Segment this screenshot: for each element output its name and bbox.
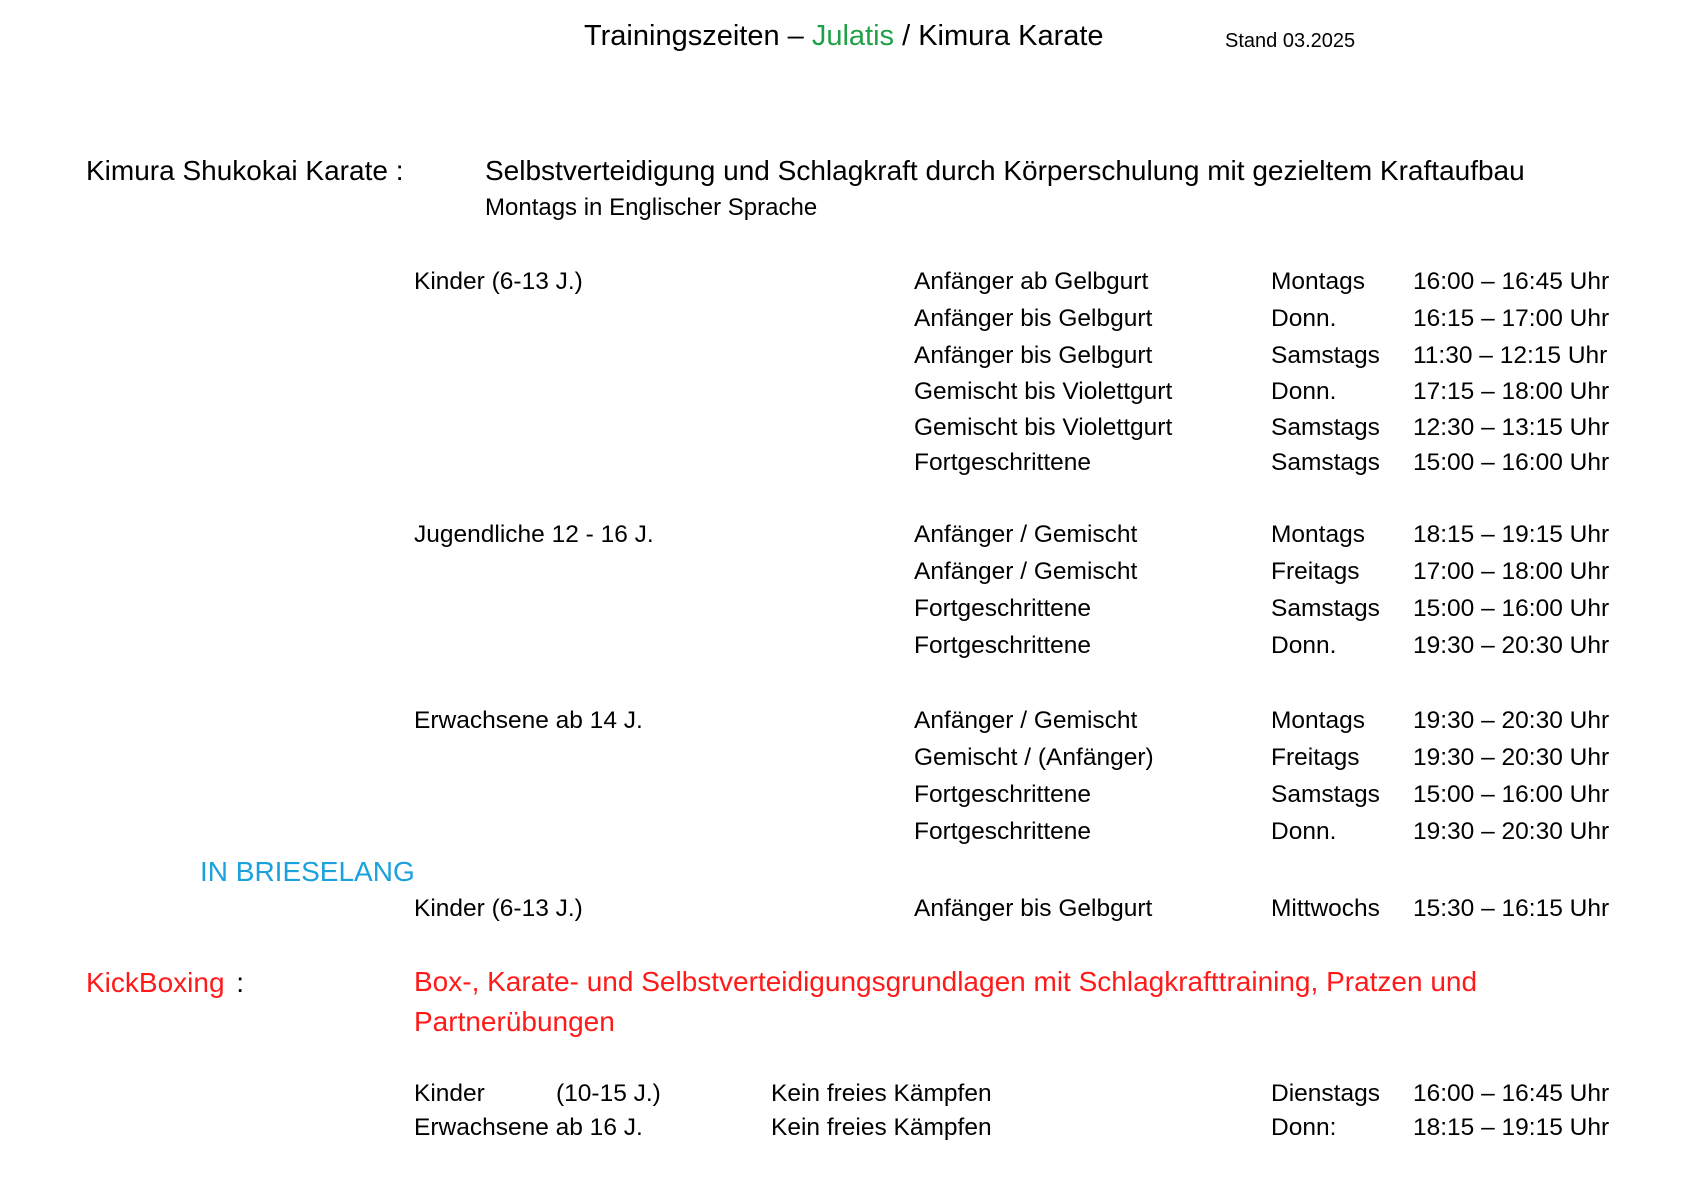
- session-day: Donn.: [1271, 378, 1337, 405]
- session-day: Samstags: [1271, 342, 1380, 369]
- brieselang-label: IN BRIESELANG: [200, 856, 415, 887]
- session-level: Fortgeschrittene: [914, 449, 1092, 476]
- kick-row-note: Kein freies Kämpfen: [771, 1114, 992, 1141]
- kick-row-age: (10-15 J.): [556, 1080, 661, 1107]
- kick-row-group: Kinder: [414, 1080, 485, 1107]
- session-level: Anfänger bis Gelbgurt: [914, 305, 1153, 332]
- kickboxing-title: KickBoxing: [86, 967, 225, 998]
- session-level: Anfänger bis Gelbgurt: [914, 342, 1153, 369]
- session-time: 16:15 – 17:00 Uhr: [1413, 305, 1610, 332]
- session-time: 19:30 – 20:30 Uhr: [1413, 707, 1610, 734]
- karate-label: Kimura Shukokai Karate :: [86, 155, 404, 186]
- session-day: Donn.: [1271, 818, 1337, 845]
- title-accent: Julatis: [811, 20, 895, 52]
- session-day: Samstags: [1271, 449, 1380, 476]
- kickboxing-description: Box-, Karate- und Selbstverteidigungsgrundlagen mit Schlagkrafttraining, Pratzen und Partnerübungen: [414, 966, 1478, 1037]
- session-day: Donn.: [1271, 632, 1337, 659]
- session-level: Fortgeschrittene: [914, 781, 1092, 808]
- session-time: 17:00 – 18:00 Uhr: [1413, 558, 1610, 585]
- session-day: Montags: [1271, 707, 1365, 734]
- session-level: Gemischt bis Violettgurt: [914, 378, 1173, 405]
- kick-row-time: 16:00 – 16:45 Uhr: [1413, 1080, 1610, 1107]
- session-level: Anfänger / Gemischt: [914, 707, 1138, 734]
- session-time: 11:30 – 12:15 Uhr: [1413, 342, 1608, 369]
- session-day: Montags: [1271, 268, 1365, 295]
- group-name-kinder: Kinder (6-13 J.): [414, 268, 583, 295]
- brieselang-time: 15:30 – 16:15 Uhr: [1413, 895, 1610, 922]
- karate-note: Montags in Englischer Sprache: [485, 194, 818, 221]
- kick-row-day: Dienstags: [1271, 1080, 1380, 1107]
- title-suffix: / Kimura Karate: [902, 20, 1104, 52]
- session-level: Fortgeschrittene: [914, 632, 1092, 659]
- session-time: 19:30 – 20:30 Uhr: [1413, 818, 1610, 845]
- session-level: Anfänger / Gemischt: [914, 558, 1138, 585]
- kick-row-note: Kein freies Kämpfen: [771, 1080, 992, 1107]
- karate-description: Selbstverteidigung und Schlagkraft durch Körperschulung mit gezieltem Kraftaufbau: [485, 155, 1525, 186]
- stand-date: Stand 03.2025: [1225, 30, 1356, 52]
- session-level: Gemischt bis Violettgurt: [914, 414, 1173, 441]
- session-level: Fortgeschrittene: [914, 595, 1092, 622]
- kickboxing-label: [86, 969, 244, 997]
- kickboxing-colon: :: [236, 967, 245, 998]
- session-day: Donn.: [1271, 305, 1337, 332]
- session-day: Freitags: [1271, 744, 1360, 771]
- session-day: Samstags: [1271, 414, 1380, 441]
- kick-row-day: Donn:: [1271, 1114, 1337, 1141]
- session-level: Anfänger / Gemischt: [914, 521, 1138, 548]
- session-time: 12:30 – 13:15 Uhr: [1413, 414, 1610, 441]
- brieselang-level: Anfänger bis Gelbgurt: [914, 895, 1153, 922]
- session-time: 15:00 – 16:00 Uhr: [1413, 595, 1610, 622]
- kick-row-group: Erwachsene ab 16 J.: [414, 1114, 643, 1141]
- session-time: 16:00 – 16:45 Uhr: [1413, 268, 1610, 295]
- session-time: 19:30 – 20:30 Uhr: [1413, 744, 1610, 771]
- session-time: 15:00 – 16:00 Uhr: [1413, 781, 1610, 808]
- group-name-erwachsene: Erwachsene ab 14 J.: [414, 707, 643, 734]
- page-title: [584, 22, 1104, 51]
- session-day: Samstags: [1271, 781, 1380, 808]
- kick-row-time: 18:15 – 19:15 Uhr: [1413, 1114, 1610, 1141]
- session-level: Fortgeschrittene: [914, 818, 1092, 845]
- session-day: Montags: [1271, 521, 1365, 548]
- session-day: Freitags: [1271, 558, 1360, 585]
- session-level: Anfänger ab Gelbgurt: [914, 268, 1149, 295]
- brieselang-group: Kinder (6-13 J.): [414, 895, 583, 922]
- title-prefix: Trainingszeiten –: [584, 20, 804, 52]
- session-time: 15:00 – 16:00 Uhr: [1413, 449, 1610, 476]
- brieselang-day: Mittwochs: [1271, 895, 1380, 922]
- session-time: 18:15 – 19:15 Uhr: [1413, 521, 1610, 548]
- session-level: Gemischt / (Anfänger): [914, 744, 1154, 771]
- group-name-jugendliche: Jugendliche 12 - 16 J.: [414, 521, 654, 548]
- session-day: Samstags: [1271, 595, 1380, 622]
- session-time: 19:30 – 20:30 Uhr: [1413, 632, 1610, 659]
- session-time: 17:15 – 18:00 Uhr: [1413, 378, 1610, 405]
